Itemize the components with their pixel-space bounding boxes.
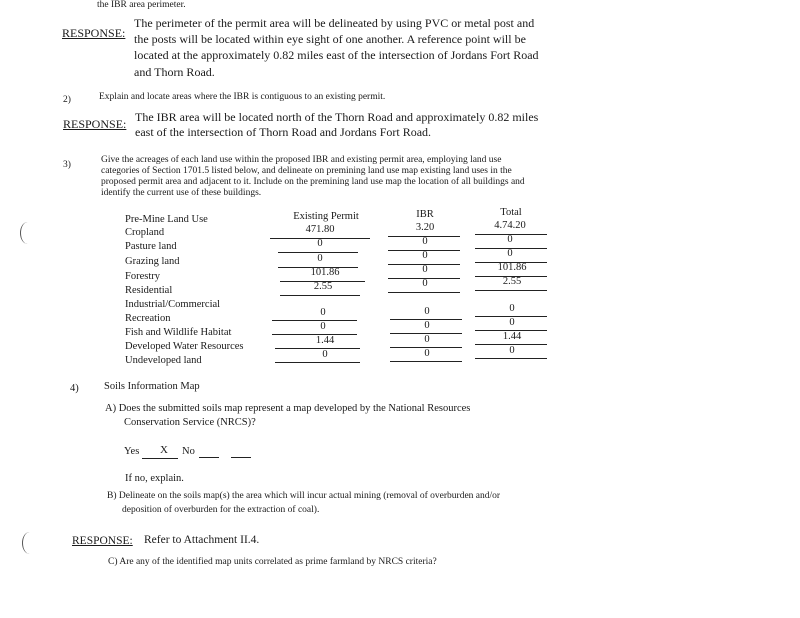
blank-line: [275, 362, 360, 363]
table-header-ibr: IBR: [416, 209, 434, 220]
blank-line: [388, 292, 460, 293]
cell-existing: 0: [320, 307, 326, 318]
table-row-label: Forestry: [125, 271, 160, 282]
table-row-label: Pasture land: [125, 241, 177, 252]
cell-ibr: 0: [424, 306, 430, 317]
cell-ibr: 3.20: [415, 222, 435, 233]
cell-existing: 0: [317, 238, 323, 249]
cell-total: 0: [507, 234, 513, 245]
blank-line: [390, 361, 462, 362]
item2-number: 2): [63, 95, 71, 105]
response1-line4: and Thorn Road.: [134, 65, 215, 79]
cell-existing: 0: [322, 349, 328, 360]
cell-existing: 101.86: [310, 267, 340, 278]
item3-number: 3): [63, 160, 71, 170]
cell-total: 1.44: [502, 331, 522, 342]
no-blank-line: [199, 457, 219, 458]
response3-text: Refer to Attachment II.4.: [144, 534, 260, 546]
cell-ibr: 0: [424, 334, 430, 345]
item4-c-line: C) Are any of the identified map units correlated as prime farmland by NRCS criteria?: [108, 557, 437, 567]
response-label-1: RESPONSE:: [62, 26, 126, 40]
cell-ibr: 0: [422, 250, 428, 261]
table-row-label: Undeveloped land: [125, 355, 202, 366]
cell-ibr: 0: [424, 320, 430, 331]
cell-total: 0: [509, 317, 515, 328]
blank-line: [280, 295, 360, 296]
response1-line1: The perimeter of the permit area will be delineated by using PVC or metal post and: [134, 16, 535, 30]
item3-line4: identify the current use of these buildings.: [101, 188, 262, 198]
response2-line1: The IBR area will be located north of the Thorn Road and approximately 0.82 miles: [135, 110, 539, 124]
binder-hole-top: [20, 222, 35, 244]
cell-total: 0: [507, 248, 513, 259]
table-header-land-use: Pre-Mine Land Use: [125, 214, 208, 225]
item4-a-line2: Conservation Service (NRCS)?: [124, 417, 256, 428]
item4-title: Soils Information Map: [104, 381, 200, 392]
table-row-label: Grazing land: [125, 256, 180, 267]
blank-line: [475, 358, 547, 359]
response1-line3: located at the approximately 0.82 miles east of the intersection of Jordans Fort Road: [134, 48, 539, 62]
table-row-label: Cropland: [125, 227, 165, 238]
item2-text: Explain and locate areas where the IBR is contiguous to an existing permit.: [99, 92, 386, 102]
cell-total: 101.86: [497, 262, 527, 273]
item4-number: 4): [70, 383, 79, 394]
cell-existing: 0: [317, 253, 323, 264]
binder-hole-bottom: [22, 532, 37, 554]
if-no-explain: If no, explain.: [125, 473, 184, 484]
response1-line2: the posts will be located within eye sight of one another. A reference point will be: [134, 32, 526, 46]
cell-total: 2.55: [502, 276, 522, 287]
top-fragment: the IBR area perimeter.: [97, 0, 186, 10]
no-blank-line-2: [231, 457, 251, 458]
response-label-3: RESPONSE:: [72, 535, 133, 547]
response2-line2: east of the intersection of Thorn Road and Jordans Fort Road.: [135, 125, 432, 139]
table-header-total: Total: [500, 207, 522, 218]
table-row-label: Fish and Wildlife Habitat: [125, 327, 232, 338]
cell-existing: 471.80: [305, 224, 335, 235]
table-row-label: Industrial/Commercial: [125, 299, 221, 310]
cell-total: 0: [509, 303, 515, 314]
cell-existing: 2.55: [313, 281, 333, 292]
cell-existing: 1.44: [315, 335, 335, 346]
blank-line: [475, 290, 547, 291]
item3-line2: categories of Section 1701.5 listed below, and delineate on premining land use map existing land uses in the: [101, 166, 512, 176]
table-row-label: Residential: [125, 285, 173, 296]
cell-ibr: 0: [422, 236, 428, 247]
item4-b-line2: deposition of overburden for the extraction of coal).: [122, 505, 320, 515]
cell-existing: 0: [320, 321, 326, 332]
yes-label: Yes: [124, 446, 140, 457]
no-label: No: [182, 446, 195, 457]
table-row-label: Developed Water Resources: [125, 341, 244, 352]
cell-ibr: 0: [424, 348, 430, 359]
cell-total: 0: [509, 345, 515, 356]
cell-ibr: 0: [422, 264, 428, 275]
item4-a-line1: A) Does the submitted soils map represent a map developed by the National Resources: [105, 403, 471, 414]
item4-b-line1: B) Delineate on the soils map(s) the area which will incur actual mining (removal of overburden and/or: [107, 491, 501, 501]
item3-line1: Give the acreages of each land use within the proposed IBR and existing permit area, employing land use: [101, 155, 502, 165]
cell-ibr: 0: [422, 278, 428, 289]
item3-line3: proposed permit area and adjacent to it. Include on the premining land use map the location of all buildings and: [101, 177, 525, 187]
table-row-label: Recreation: [125, 313, 171, 324]
cell-total: 4.74.20: [494, 220, 526, 231]
yes-blank-line: [142, 458, 178, 459]
table-header-existing: Existing Permit: [293, 211, 359, 222]
yes-mark: X: [160, 444, 168, 456]
response-label-2: RESPONSE:: [63, 117, 127, 131]
